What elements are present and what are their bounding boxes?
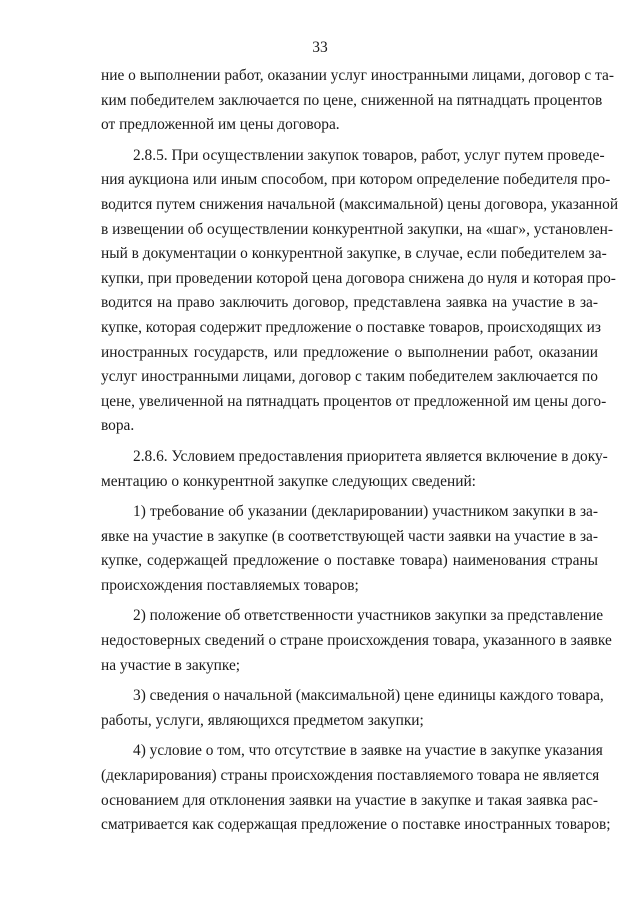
page-number: 33 xyxy=(312,39,328,56)
text-line: недостоверных сведений о стране происхождения товара, указанного в заявке xyxy=(101,632,612,650)
text-line: цене, увеличенной на пятнадцать процентов от предложенной им цены дого- xyxy=(101,392,607,410)
paragraph-item-2 xyxy=(101,604,612,678)
text-line: купке, которая содержит предложение о поставке товаров, происходящих из xyxy=(101,318,601,336)
text-line: 4) условие о том, что отсутствие в заявке на участие в закупке указания xyxy=(133,742,603,760)
text-line: основанием для отклонения заявки на участие в закупке и такая заявка рас- xyxy=(101,791,598,809)
text-line: 3) сведения о начальной (максимальной) цене единицы каждого товара, xyxy=(133,687,604,705)
text-line: происхождения поставляемых товаров; xyxy=(101,576,359,594)
text-line: в извещении об осуществлении конкурентной закупки, на «шаг», установлен- xyxy=(101,220,613,238)
paragraph-clause-2-8-6 xyxy=(101,445,608,494)
text-line: иностранных государств, или предложение о выполнении работ, оказании xyxy=(101,343,598,361)
text-line: (декларирования) страны происхождения поставляемого товара не является xyxy=(101,767,600,785)
text-line: на участие в закупке; xyxy=(101,656,241,674)
paragraph-item-4 xyxy=(101,739,611,837)
text-line: водится путем снижения начальной (максимальной) цены договора, указанной xyxy=(101,195,619,213)
document-body xyxy=(101,64,619,844)
text-line: купки, при проведении которой цена договора снижена до нуля и которая про- xyxy=(101,269,616,287)
paragraph-continuation xyxy=(101,64,614,138)
text-line: 1) требование об указании (декларировании) участником закупки в за- xyxy=(133,503,598,521)
text-line: ким победителем заключается по цене, сниженной на пятнадцать процентов xyxy=(101,91,603,109)
paragraph-item-1 xyxy=(101,500,598,598)
text-line: услуг иностранными лицами, договор с таким победителем заключается по xyxy=(101,368,598,386)
text-line: ние о выполнении работ, оказании услуг иностранными лицами, договор с та- xyxy=(101,67,614,84)
text-line: ния аукциона или иным способом, при котором определение победителя про- xyxy=(101,171,611,189)
text-line: работы, услуги, являющихся предметом закупки; xyxy=(101,711,424,729)
text-line: 2.8.6. Условием предоставления приоритета является включение в доку- xyxy=(133,447,608,465)
paragraph-item-3 xyxy=(101,684,604,733)
text-line: вора. xyxy=(101,417,135,435)
text-line: 2.8.5. При осуществлении закупок товаров, работ, услуг путем проведе- xyxy=(133,146,605,164)
text-line: явке на участие в закупке (в соответствующей части заявки на участие в за- xyxy=(101,527,598,545)
paragraph-clause-2-8-5 xyxy=(101,144,619,439)
text-line: ментацию о конкурентной закупке следующих сведений: xyxy=(101,472,476,490)
text-line: от предложенной им цены договора. xyxy=(101,116,340,134)
text-line: ный в документации о конкурентной закупке, в случае, если победителем за- xyxy=(101,245,607,263)
text-line: водится на право заключить договор, представлена заявка на участие в за- xyxy=(101,294,598,312)
text-line: 2) положение об ответственности участников закупки за представление xyxy=(133,607,604,625)
text-line: купке, содержащей предложение о поставке товара) наименования страны xyxy=(101,552,598,570)
text-line: сматривается как содержащая предложение о поставке иностранных товаров; xyxy=(101,816,611,834)
